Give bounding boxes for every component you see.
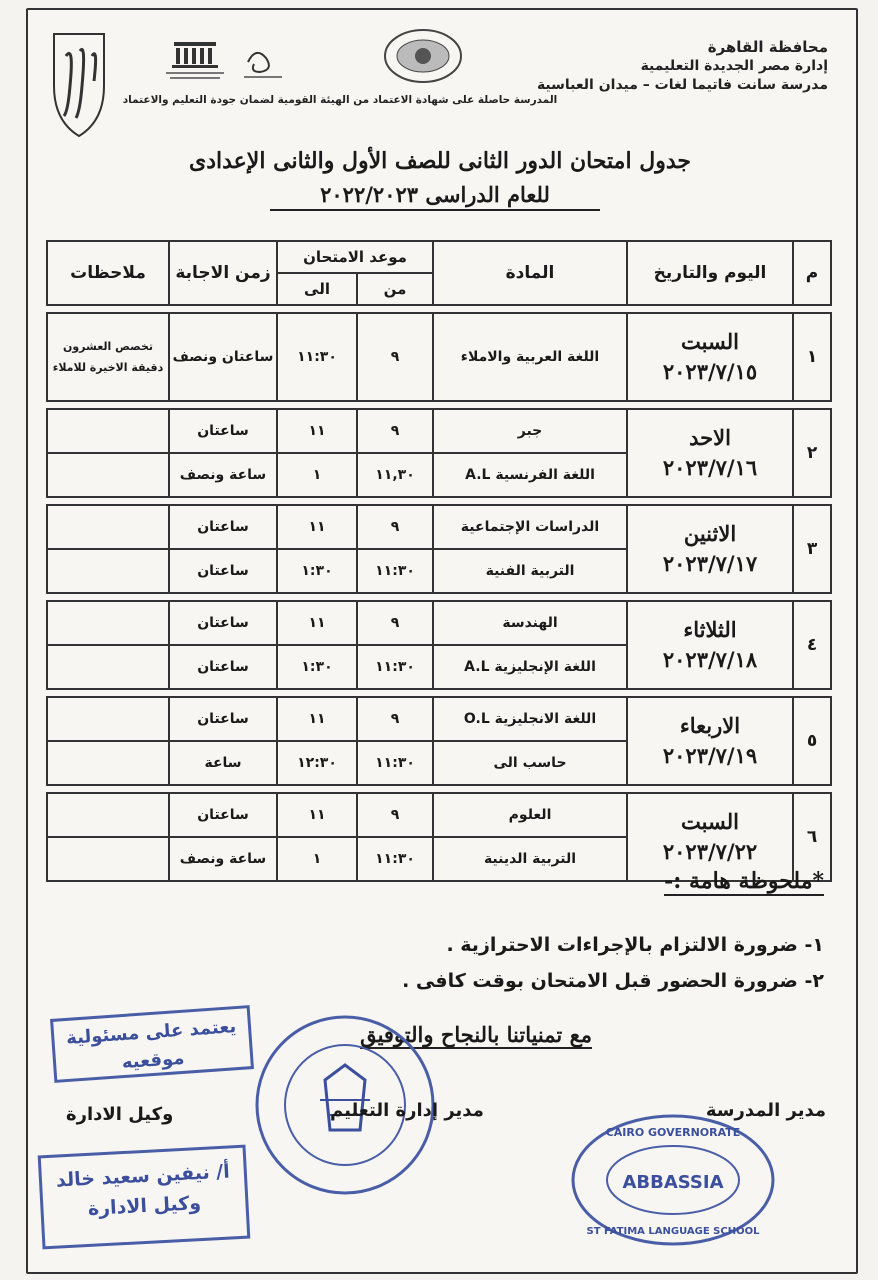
seal-bottom-text: ST FATIMA LANGUAGE SCHOOL xyxy=(586,1226,760,1237)
exam-schedule-table xyxy=(46,240,832,882)
exam-date: ٢٠٢٣/٧/٢٢ xyxy=(662,839,758,864)
to-cell: ١١ xyxy=(277,697,357,741)
row-day-date xyxy=(627,697,793,785)
table-row xyxy=(47,505,831,549)
school-logo-icon xyxy=(44,26,114,141)
duration-cell: ساعة ونصف xyxy=(169,453,277,497)
important-note-heading xyxy=(664,868,824,894)
row-num: ٤ xyxy=(793,601,831,689)
col-from: من xyxy=(357,273,433,305)
subject-cell: التربية الفنية xyxy=(433,549,627,593)
col-notes: ملاحظات xyxy=(47,241,169,305)
subject-cell: الدراسات الإجتماعية xyxy=(433,505,627,549)
row-day-date xyxy=(627,505,793,593)
col-subject: المادة xyxy=(433,241,627,305)
seal-top-text: CAIRO GOVERNORATE xyxy=(605,1126,741,1139)
subject-cell: الهندسة xyxy=(433,601,627,645)
school-oval-seal-icon xyxy=(568,1110,778,1250)
to-cell: ١:٣٠ xyxy=(277,645,357,689)
notes-cell xyxy=(47,409,169,453)
school-header xyxy=(537,38,828,95)
duration-cell: ساعتان xyxy=(169,645,277,689)
aspnet-logo-icon xyxy=(238,40,288,84)
duration-cell: ساعتان ونصف xyxy=(169,313,277,401)
note-item-2: ٢- ضرورة الحضور قبل الامتحان بوقت كافى . xyxy=(402,970,824,992)
duration-cell: ساعتان xyxy=(169,505,277,549)
subject-cell: اللغة الإنجليزية A.L xyxy=(433,645,627,689)
from-cell: ٩ xyxy=(357,793,433,837)
note-item-1: ١- ضرورة الالتزام بالإجراءات الاحترازية . xyxy=(446,934,824,956)
deputy-title: وكيل الادارة xyxy=(87,1192,202,1220)
from-cell: ٩ xyxy=(357,505,433,549)
subject-cell: التربية الدينية xyxy=(433,837,627,881)
governorate-label: محافظة القاهرة xyxy=(707,38,828,56)
from-cell: ١١:٣٠ xyxy=(357,549,433,593)
notes-cell xyxy=(47,505,169,549)
from-cell: ٩ xyxy=(357,409,433,453)
notes-cell xyxy=(47,793,169,837)
exam-date: ٢٠٢٣/٧/١٨ xyxy=(662,647,758,672)
row-num: ٢ xyxy=(793,409,831,497)
day-name: السبت xyxy=(681,809,739,834)
col-num: م xyxy=(793,241,831,305)
unesco-logo-icon xyxy=(160,36,230,86)
to-cell: ١٢:٣٠ xyxy=(277,741,357,785)
subject-cell: اللغة الفرنسية A.L xyxy=(433,453,627,497)
exam-date: ٢٠٢٣/٧/١٩ xyxy=(662,743,758,768)
day-name: الاربعاء xyxy=(679,713,741,738)
subject-cell: جبر xyxy=(433,409,627,453)
duration-cell: ساعة ونصف xyxy=(169,837,277,881)
table-header-row xyxy=(47,241,831,273)
duration-cell: ساعتان xyxy=(169,697,277,741)
page-title: جدول امتحان الدور الثانى للصف الأول والثانى الإعدادى xyxy=(188,148,691,174)
from-cell: ١١:٣٠ xyxy=(357,837,433,881)
col-time: موعد الامتحان xyxy=(277,241,433,273)
duration-cell: ساعتان xyxy=(169,793,277,837)
to-cell: ١١ xyxy=(277,601,357,645)
notes-cell: تخصص العشرون دقيقة الاخيرة للاملاء xyxy=(47,313,169,401)
notes-cell xyxy=(47,601,169,645)
table-row xyxy=(47,313,831,401)
administration-label: إدارة مصر الجديدة التعليمية xyxy=(640,58,828,74)
subject-cell: العلوم xyxy=(433,793,627,837)
row-num: ٦ xyxy=(793,793,831,881)
table-row xyxy=(47,793,831,837)
row-num: ٥ xyxy=(793,697,831,785)
row-day-date xyxy=(627,313,793,401)
school-label: مدرسة سانت فاتيما لغات – ميدان العباسية xyxy=(536,77,828,93)
col-day: اليوم والتاريخ xyxy=(627,241,793,305)
seal-mid-text: ABBASSIA xyxy=(622,1172,724,1193)
from-cell: ٩ xyxy=(357,601,433,645)
table-row xyxy=(47,601,831,645)
closing-wish: مع تمنياتنا بالنجاح والتوفيق xyxy=(360,1022,592,1047)
director-signature-label: مدير إدارة التعليم xyxy=(330,1100,484,1121)
notes-cell xyxy=(47,697,169,741)
principal-signature-label: مدير المدرسة xyxy=(705,1100,826,1121)
exam-date: ٢٠٢٣/٧/١٦ xyxy=(662,455,758,480)
responsibility-stamp: يعتمد على مسئولية موقعيه xyxy=(50,1005,254,1083)
deputy-name-stamp xyxy=(38,1145,251,1250)
to-cell: ١١ xyxy=(277,793,357,837)
exam-date: ٢٠٢٣/٧/١٧ xyxy=(662,551,758,576)
ministry-seal-icon xyxy=(378,26,468,84)
notes-cell xyxy=(47,453,169,497)
from-cell: ٩ xyxy=(357,313,433,401)
duration-cell: ساعتان xyxy=(169,409,277,453)
to-cell: ١١:٣٠ xyxy=(277,313,357,401)
notes-cell xyxy=(47,837,169,881)
col-duration: زمن الاجابة xyxy=(169,241,277,305)
exam-date: ٢٠٢٣/٧/١٥ xyxy=(662,359,758,384)
to-cell: ١ xyxy=(277,837,357,881)
table-row xyxy=(47,409,831,453)
day-name: السبت xyxy=(681,329,739,354)
row-day-date xyxy=(627,601,793,689)
table-row xyxy=(47,697,831,741)
from-cell: ١١:٣٠ xyxy=(357,645,433,689)
day-name: الاثنين xyxy=(683,521,737,546)
col-to: الى xyxy=(277,273,357,305)
accreditation-note: المدرسة حاصلة على شهادة الاعتماد من الهيئة القومية لضمان جودة التعليم والاعتماد xyxy=(122,94,558,106)
notes-cell xyxy=(47,741,169,785)
to-cell: ١١ xyxy=(277,409,357,453)
notes-cell xyxy=(47,549,169,593)
deputy-name: أ/ نيفين سعيد خالد xyxy=(55,1160,231,1192)
to-cell: ١١ xyxy=(277,505,357,549)
from-cell: ١١:٣٠ xyxy=(357,741,433,785)
important-note-text: *ملحوظة هامة :- xyxy=(664,868,824,894)
duration-cell: ساعتان xyxy=(169,549,277,593)
from-cell: ٩ xyxy=(357,697,433,741)
duration-cell: ساعة xyxy=(169,741,277,785)
from-cell: ١١,٣٠ xyxy=(357,453,433,497)
subject-cell: اللغة العربية والاملاء xyxy=(433,313,627,401)
subject-cell: حاسب الى xyxy=(433,741,627,785)
academic-year: للعام الدراسى ٢٠٢٢/٢٠٢٣ xyxy=(270,182,600,211)
subject-cell: اللغة الانجليزية O.L xyxy=(433,697,627,741)
day-name: الاحد xyxy=(689,425,731,450)
to-cell: ١ xyxy=(277,453,357,497)
row-day-date xyxy=(627,409,793,497)
row-num: ١ xyxy=(793,313,831,401)
deputy-signature-label: وكيل الادارة xyxy=(66,1104,174,1125)
row-num: ٣ xyxy=(793,505,831,593)
day-name: الثلاثاء xyxy=(683,617,737,642)
notes-cell xyxy=(47,645,169,689)
duration-cell: ساعتان xyxy=(169,601,277,645)
to-cell: ١:٣٠ xyxy=(277,549,357,593)
